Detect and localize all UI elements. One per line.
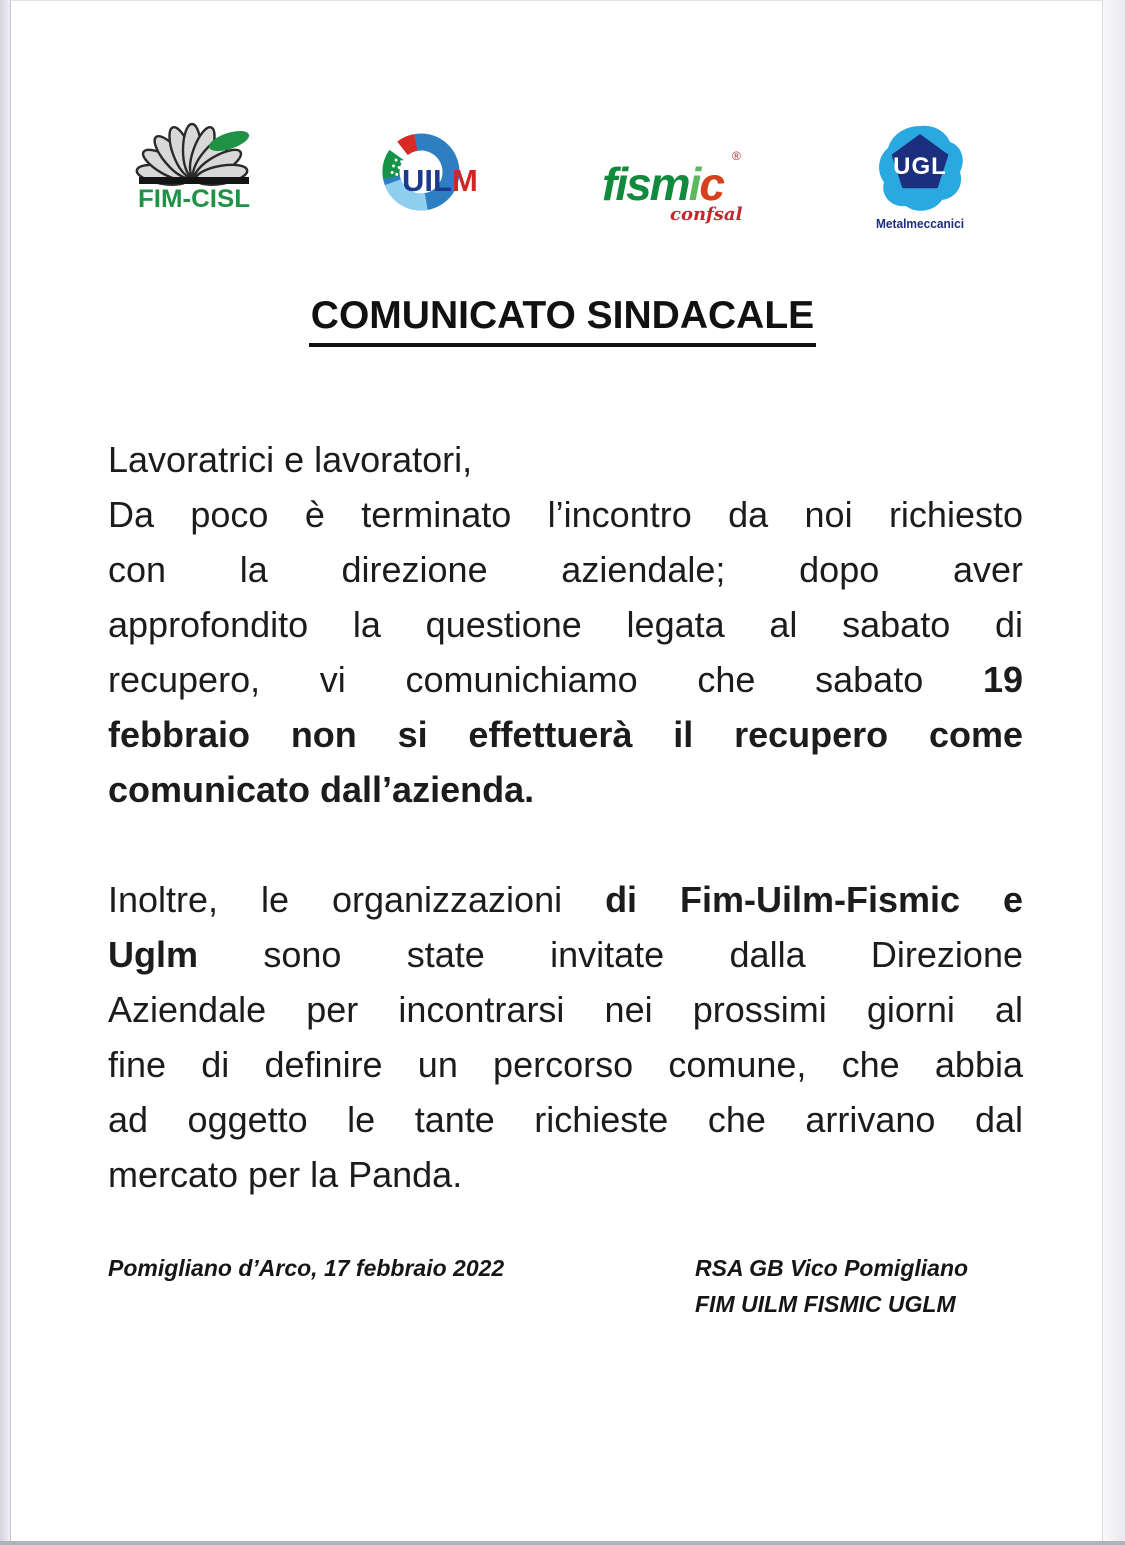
text-segment: febbraio non si effettuerà il recupero come — [108, 714, 1023, 755]
body-line — [108, 1037, 1023, 1092]
text-segment: approfondito la questione legata al sabato di — [108, 604, 1023, 645]
page-bottom-edge — [0, 1541, 1125, 1545]
text-segment: fine di definire un percorso comune, che abbia — [108, 1044, 1023, 1085]
title-row — [0, 294, 1125, 347]
uilm-label-uil: UIL — [402, 163, 452, 198]
svg-text:fismic — [602, 158, 724, 210]
fismic-label-i: i — [688, 158, 700, 210]
uilm-label-m: M — [451, 163, 478, 198]
body-line — [108, 542, 1023, 597]
fim-cisl-label: FIM-CISL — [138, 185, 250, 213]
text-segment: recupero, vi comunichiamo che sabato — [108, 659, 924, 700]
fismic-label-fism: fism — [602, 158, 689, 210]
text-segment: sono state invitate dalla Direzione — [263, 934, 1023, 975]
body-line — [108, 652, 1023, 707]
text-segment: con la direzione aziendale; dopo aver — [108, 549, 1023, 590]
text-segment: mercato per la Panda. — [108, 1154, 463, 1195]
body-line — [108, 872, 1023, 927]
paragraph-gap — [108, 817, 1023, 872]
body-line — [108, 597, 1023, 652]
text-segment: Inoltre, le organizzazioni — [108, 879, 563, 920]
body-line — [108, 762, 1023, 817]
document-footer — [108, 1250, 1023, 1322]
document-body — [108, 432, 1023, 1202]
place-date: Pomigliano d’Arco, 17 febbraio 2022 — [108, 1255, 505, 1281]
registered-mark-icon: ® — [732, 149, 741, 163]
text-segment: Uglm — [108, 934, 198, 975]
body-line — [108, 1092, 1023, 1147]
fismic-logo — [596, 144, 746, 230]
body-line — [108, 982, 1023, 1037]
ugl-label: UGL — [893, 153, 947, 180]
ugl-sub-label: Metalmeccanici — [876, 216, 964, 231]
fim-cisl-logo — [133, 120, 255, 214]
text-segment: 19 — [982, 659, 1023, 700]
signature-line-2: FIM UILM FISMIC UGLM — [695, 1291, 956, 1317]
text-segment: di Fim-Uilm-Fismic e — [605, 879, 1023, 920]
signature-block — [695, 1250, 1023, 1322]
fismic-confsal-label: confsal — [670, 204, 743, 225]
svg-text:UILM — [402, 163, 478, 198]
text-segment: Da poco è terminato l’incontro da noi richiesto — [108, 494, 1023, 535]
body-line — [108, 1147, 1023, 1202]
body-line — [108, 927, 1023, 982]
text-segment: Aziendale per incontrarsi nei prossimi giorni al — [108, 989, 1023, 1030]
text-segment: Lavoratrici e lavoratori, — [108, 439, 473, 480]
fismic-label-c: c — [699, 158, 723, 210]
text-segment: comunicato dall’azienda. — [108, 769, 535, 810]
union-logos-row — [0, 0, 1125, 260]
uilm-logo — [366, 124, 493, 218]
signature-line-1: RSA GB Vico Pomigliano — [695, 1255, 969, 1281]
ugl-logo — [874, 122, 966, 234]
page-title: COMUNICATO SINDACALE — [309, 294, 816, 347]
body-line — [108, 487, 1023, 542]
body-line — [108, 432, 1023, 487]
body-line — [108, 707, 1023, 762]
text-segment: ad oggetto le tante richieste che arrivano dal — [108, 1099, 1023, 1140]
